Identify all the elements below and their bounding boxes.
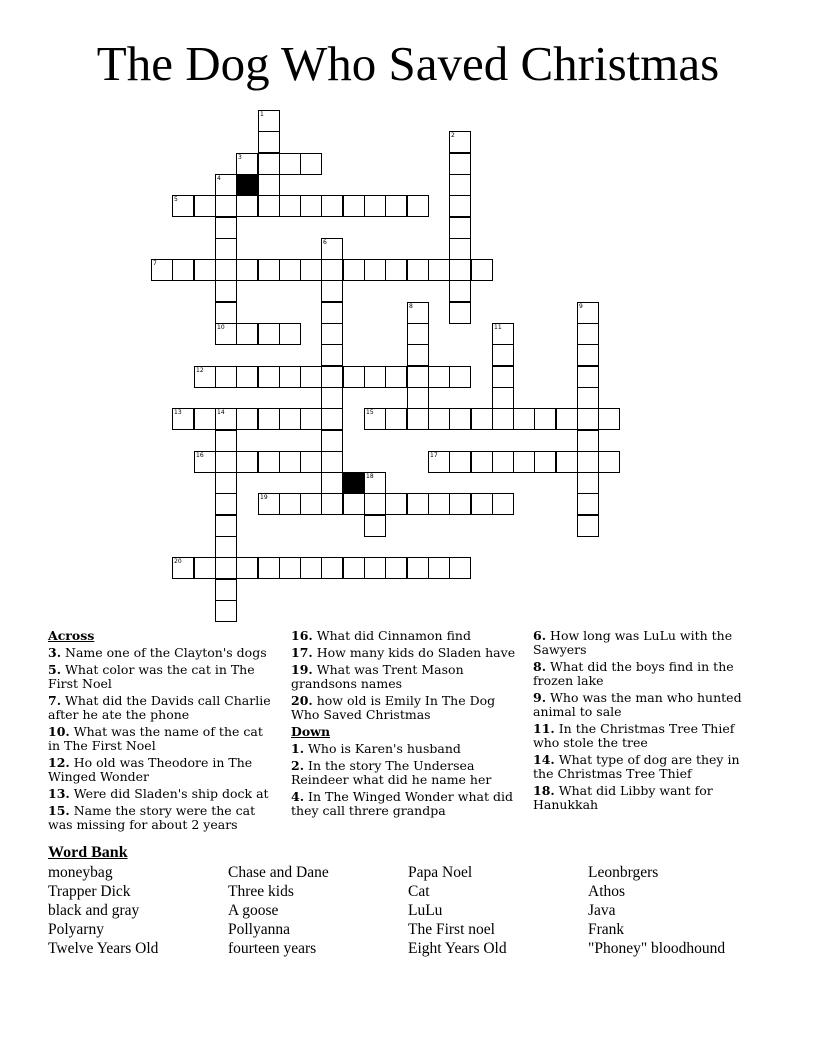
- crossword-cell[interactable]: [407, 557, 429, 579]
- crossword-cell[interactable]: [577, 302, 599, 324]
- crossword-cell[interactable]: [236, 451, 258, 473]
- crossword-cell[interactable]: [258, 110, 280, 132]
- clue-column-1: [48, 629, 278, 835]
- crossword-cell[interactable]: [449, 217, 471, 239]
- down-clue: 11. In the Christmas Tree Thief who stole the tree: [533, 721, 735, 750]
- crossword-cell[interactable]: [577, 408, 599, 430]
- clue-number: 3: [238, 154, 242, 161]
- page-title: The Dog Who Saved Christmas: [96, 36, 720, 91]
- crossword-cell[interactable]: [194, 408, 216, 430]
- clue-number: 5: [174, 196, 178, 203]
- crossword-cell[interactable]: [215, 238, 237, 260]
- crossword-cell[interactable]: [258, 259, 280, 281]
- crossword-cell[interactable]: [449, 174, 471, 196]
- crossword-cell[interactable]: [321, 472, 343, 494]
- crossword-cell[interactable]: [279, 493, 301, 515]
- clue-number: 10: [217, 324, 225, 331]
- crossword-cell[interactable]: [215, 493, 237, 515]
- down-heading: Down: [291, 724, 331, 739]
- across-clue: 19. What was Trent Mason grandsons names: [291, 662, 464, 691]
- crossword-cell[interactable]: [321, 259, 343, 281]
- crossword-cell[interactable]: [492, 344, 514, 366]
- crossword-cell[interactable]: [577, 451, 599, 473]
- clue-number: 8: [409, 303, 413, 310]
- clue-number: 19: [260, 494, 268, 501]
- down-clue: 14. What type of dog are they in the Christmas Tree Thief: [533, 752, 740, 781]
- crossword-cell[interactable]: [471, 259, 493, 281]
- word-bank-item: Twelve Years Old: [48, 940, 159, 957]
- word-bank-item: Polyarny: [48, 921, 104, 938]
- crossword-cell[interactable]: [492, 387, 514, 409]
- word-bank-column: [408, 863, 588, 958]
- crossword-cell[interactable]: [449, 238, 471, 260]
- crossword-cell[interactable]: [321, 280, 343, 302]
- crossword-cell[interactable]: [407, 323, 429, 345]
- crossword-cell[interactable]: [407, 408, 429, 430]
- crossword-cell[interactable]: [194, 366, 216, 388]
- crossword-cell[interactable]: [215, 217, 237, 239]
- across-clue: 17. How many kids do Sladen have: [291, 645, 516, 660]
- crossword-cell[interactable]: [321, 493, 343, 515]
- crossword-cell[interactable]: [279, 408, 301, 430]
- crossword-cell[interactable]: [215, 259, 237, 281]
- crossword-cell[interactable]: [321, 557, 343, 579]
- across-clue: 15. Name the story were the cat was missing for about 2 years: [48, 803, 256, 832]
- crossword-cell[interactable]: [343, 557, 365, 579]
- crossword-cell[interactable]: [428, 408, 450, 430]
- crossword-cell[interactable]: [385, 557, 407, 579]
- crossword-cell[interactable]: [471, 451, 493, 473]
- down-clue: 1. Who is Karen's husband: [291, 741, 461, 756]
- clue-column-3: [533, 629, 758, 815]
- crossword-cell[interactable]: [215, 515, 237, 537]
- crossword-cell[interactable]: [300, 408, 322, 430]
- crossword-cell[interactable]: [258, 366, 280, 388]
- crossword-cell[interactable]: [343, 195, 365, 217]
- crossword-cell[interactable]: [215, 451, 237, 473]
- word-bank-item: Chase and Dane: [228, 864, 329, 881]
- across-clue: 13. Were did Sladen's ship dock at: [48, 786, 269, 801]
- word-bank-item: Pollyanna: [228, 921, 290, 938]
- crossword-cell[interactable]: [364, 259, 386, 281]
- crossword-cell[interactable]: [321, 344, 343, 366]
- crossword-cell[interactable]: [449, 408, 471, 430]
- crossword-cell[interactable]: [258, 323, 280, 345]
- crossword-cell[interactable]: [471, 493, 493, 515]
- crossword-cell[interactable]: [321, 387, 343, 409]
- crossword-cell[interactable]: [279, 323, 301, 345]
- crossword-cell[interactable]: [215, 280, 237, 302]
- crossword-cell[interactable]: [471, 408, 493, 430]
- crossword-cell[interactable]: [172, 259, 194, 281]
- crossword-cell[interactable]: [449, 302, 471, 324]
- clue-number: 11: [494, 324, 502, 331]
- crossword-cell[interactable]: [407, 259, 429, 281]
- crossword-cell[interactable]: [236, 408, 258, 430]
- crossword-black-cell: [343, 472, 365, 494]
- crossword-cell[interactable]: [364, 366, 386, 388]
- clue-number: 20: [174, 558, 182, 565]
- crossword-black-cell: [236, 174, 258, 196]
- crossword-cell[interactable]: [385, 195, 407, 217]
- crossword-cell[interactable]: [577, 493, 599, 515]
- down-clue: 4. In The Winged Wonder what did they call threre grandpa: [291, 789, 513, 818]
- crossword-cell[interactable]: [215, 408, 237, 430]
- crossword-cell[interactable]: [151, 259, 173, 281]
- clue-number: 16: [196, 452, 204, 459]
- crossword-cell[interactable]: [321, 238, 343, 260]
- crossword-cell[interactable]: [385, 408, 407, 430]
- crossword-cell[interactable]: [300, 493, 322, 515]
- word-bank-column: [48, 863, 228, 958]
- crossword-cell[interactable]: [428, 366, 450, 388]
- crossword-cell[interactable]: [258, 493, 280, 515]
- clue-number: 14: [217, 409, 225, 416]
- crossword-cell[interactable]: [279, 557, 301, 579]
- crossword-cell[interactable]: [279, 366, 301, 388]
- word-bank-item: Leonbrgers: [588, 864, 659, 881]
- word-bank-item: black and gray: [48, 902, 140, 919]
- crossword-cell[interactable]: [449, 451, 471, 473]
- crossword-cell[interactable]: [449, 153, 471, 175]
- crossword-cell[interactable]: [407, 493, 429, 515]
- down-clue: 18. What did Libby want for Hanukkah: [533, 783, 713, 812]
- word-bank-item: Trapper Dick: [48, 883, 131, 900]
- down-clue: 6. How long was LuLu with the Sawyers: [533, 628, 733, 657]
- crossword-cell[interactable]: [236, 153, 258, 175]
- crossword-cell[interactable]: [598, 451, 620, 473]
- crossword-cell[interactable]: [492, 493, 514, 515]
- crossword-cell[interactable]: [407, 387, 429, 409]
- crossword-cell[interactable]: [513, 451, 535, 473]
- crossword-cell[interactable]: [492, 451, 514, 473]
- crossword-cell[interactable]: [215, 366, 237, 388]
- crossword-cell[interactable]: [449, 195, 471, 217]
- crossword-cell[interactable]: [215, 536, 237, 558]
- word-bank-item: The First noel: [408, 921, 495, 938]
- clue-number: 15: [366, 409, 374, 416]
- across-clue: 10. What was the name of the cat in The First Noel: [48, 724, 263, 753]
- word-bank-heading: Word Bank: [48, 844, 128, 861]
- crossword-cell[interactable]: [258, 131, 280, 153]
- down-clue: 8. What did the boys find in the frozen lake: [533, 659, 734, 688]
- crossword-cell[interactable]: [492, 366, 514, 388]
- word-bank-column: [588, 863, 768, 958]
- crossword-cell[interactable]: [428, 493, 450, 515]
- crossword-cell[interactable]: [343, 366, 365, 388]
- clue-number: 2: [451, 132, 455, 139]
- crossword-cell[interactable]: [300, 451, 322, 473]
- crossword-cell[interactable]: [279, 451, 301, 473]
- crossword-cell[interactable]: [364, 515, 386, 537]
- word-bank-item: LuLu: [408, 902, 443, 919]
- crossword-cell[interactable]: [449, 493, 471, 515]
- crossword-cell[interactable]: [343, 493, 365, 515]
- crossword-cell[interactable]: [407, 344, 429, 366]
- across-clue: 5. What color was the cat in The First Noel: [48, 662, 255, 691]
- word-bank-item: "Phoney" bloodhound: [588, 940, 726, 957]
- crossword-cell[interactable]: [449, 280, 471, 302]
- across-clue: 16. What did Cinnamon find: [291, 628, 471, 643]
- crossword-cell[interactable]: [577, 344, 599, 366]
- crossword-cell[interactable]: [300, 259, 322, 281]
- crossword-cell[interactable]: [385, 366, 407, 388]
- crossword-cell[interactable]: [279, 195, 301, 217]
- word-bank-item: A goose: [228, 902, 279, 919]
- crossword-cell[interactable]: [215, 557, 237, 579]
- crossword-cell[interactable]: [194, 557, 216, 579]
- across-heading: Across: [48, 628, 95, 643]
- crossword-cell[interactable]: [258, 557, 280, 579]
- word-bank-item: fourteen years: [228, 940, 317, 957]
- crossword-cell[interactable]: [236, 366, 258, 388]
- crossword-cell[interactable]: [385, 493, 407, 515]
- crossword-cell[interactable]: [598, 408, 620, 430]
- crossword-cell[interactable]: [364, 472, 386, 494]
- word-bank-column: [228, 863, 408, 958]
- crossword-cell[interactable]: [321, 323, 343, 345]
- crossword-cell[interactable]: [215, 430, 237, 452]
- crossword-cell[interactable]: [428, 259, 450, 281]
- crossword-cell[interactable]: [428, 557, 450, 579]
- crossword-cell[interactable]: [321, 302, 343, 324]
- crossword-cell[interactable]: [343, 259, 365, 281]
- crossword-cell[interactable]: [577, 387, 599, 409]
- crossword-cell[interactable]: [258, 451, 280, 473]
- clue-number: 7: [153, 260, 157, 267]
- word-bank-item: Papa Noel: [408, 864, 473, 881]
- across-clue: 20. how old is Emily In The Dog Who Saved Christmas: [291, 693, 496, 722]
- word-bank: [48, 843, 768, 957]
- clue-number: 17: [430, 452, 438, 459]
- word-bank-item: moneybag: [48, 864, 113, 881]
- crossword-cell[interactable]: [577, 323, 599, 345]
- crossword-cell[interactable]: [321, 195, 343, 217]
- crossword-cell[interactable]: [279, 259, 301, 281]
- crossword-cell[interactable]: [556, 451, 578, 473]
- crossword-cell[interactable]: [556, 408, 578, 430]
- crossword-cell[interactable]: [364, 557, 386, 579]
- crossword-cell[interactable]: [258, 153, 280, 175]
- clue-number: 13: [174, 409, 182, 416]
- crossword-cell[interactable]: [194, 259, 216, 281]
- clue-number: 6: [323, 239, 327, 246]
- crossword-cell[interactable]: [321, 366, 343, 388]
- crossword-cell[interactable]: [492, 408, 514, 430]
- crossword-cell[interactable]: [258, 408, 280, 430]
- crossword-cell[interactable]: [215, 302, 237, 324]
- crossword-cell[interactable]: [172, 557, 194, 579]
- crossword-cell[interactable]: [300, 195, 322, 217]
- crossword-cell[interactable]: [194, 451, 216, 473]
- crossword-cell[interactable]: [407, 302, 429, 324]
- clue-number: 4: [217, 175, 221, 182]
- crossword-cell[interactable]: [364, 195, 386, 217]
- crossword-cell[interactable]: [279, 153, 301, 175]
- word-bank-item: Athos: [588, 883, 626, 900]
- crossword-cell[interactable]: [449, 131, 471, 153]
- crossword-cell[interactable]: [449, 366, 471, 388]
- clue-number: 18: [366, 473, 374, 480]
- word-bank-item: Cat: [408, 883, 430, 900]
- word-bank-item: Java: [588, 902, 616, 919]
- crossword-cell[interactable]: [215, 323, 237, 345]
- crossword-cell[interactable]: [577, 430, 599, 452]
- crossword-cell[interactable]: [300, 366, 322, 388]
- crossword-cell[interactable]: [577, 366, 599, 388]
- crossword-cell[interactable]: [321, 451, 343, 473]
- crossword-cell[interactable]: [577, 515, 599, 537]
- across-clue: 7. What did the Davids call Charlie after he ate the phone: [48, 693, 271, 722]
- crossword-cell[interactable]: [300, 153, 322, 175]
- clue-number: 9: [579, 303, 583, 310]
- crossword-cell[interactable]: [300, 557, 322, 579]
- crossword-cell[interactable]: [534, 451, 556, 473]
- crossword-cell[interactable]: [215, 472, 237, 494]
- crossword-cell[interactable]: [172, 195, 194, 217]
- crossword-cell[interactable]: [236, 259, 258, 281]
- crossword-cell[interactable]: [407, 366, 429, 388]
- crossword-cell[interactable]: [215, 195, 237, 217]
- crossword-cell[interactable]: [449, 259, 471, 281]
- word-bank-item: Three kids: [228, 883, 294, 900]
- crossword-cell[interactable]: [321, 430, 343, 452]
- down-clue: 9. Who was the man who hunted animal to sale: [533, 690, 742, 719]
- crossword-cell[interactable]: [215, 579, 237, 601]
- crossword-cell[interactable]: [513, 408, 535, 430]
- crossword-cell[interactable]: [215, 174, 237, 196]
- crossword-cell[interactable]: [385, 259, 407, 281]
- crossword-cell[interactable]: [407, 195, 429, 217]
- crossword-cell[interactable]: [449, 557, 471, 579]
- across-clue: 12. Ho old was Theodore in The Winged Wonder: [48, 755, 253, 784]
- down-clue: 2. In the story The Undersea Reindeer what did he name her: [291, 758, 492, 787]
- crossword-cell[interactable]: [364, 408, 386, 430]
- crossword-cell[interactable]: [534, 408, 556, 430]
- crossword-cell[interactable]: [215, 600, 237, 622]
- across-clue: 3. Name one of the Clayton's dogs: [48, 645, 267, 660]
- crossword-cell[interactable]: [258, 195, 280, 217]
- crossword-cell[interactable]: [492, 323, 514, 345]
- crossword-cell[interactable]: [194, 195, 216, 217]
- clue-column-2: [291, 629, 516, 821]
- word-bank-item: Eight Years Old: [408, 940, 507, 957]
- crossword-cell[interactable]: [258, 174, 280, 196]
- crossword-cell[interactable]: [236, 323, 258, 345]
- crossword-cell[interactable]: [236, 557, 258, 579]
- crossword-cell[interactable]: [321, 408, 343, 430]
- clue-number: 12: [196, 367, 204, 374]
- clue-number: 1: [260, 111, 264, 118]
- crossword-cell[interactable]: [364, 493, 386, 515]
- crossword-cell[interactable]: [428, 451, 450, 473]
- crossword-cell[interactable]: [577, 472, 599, 494]
- crossword-cell[interactable]: [236, 195, 258, 217]
- crossword-cell[interactable]: [172, 408, 194, 430]
- word-bank-item: Frank: [588, 921, 625, 938]
